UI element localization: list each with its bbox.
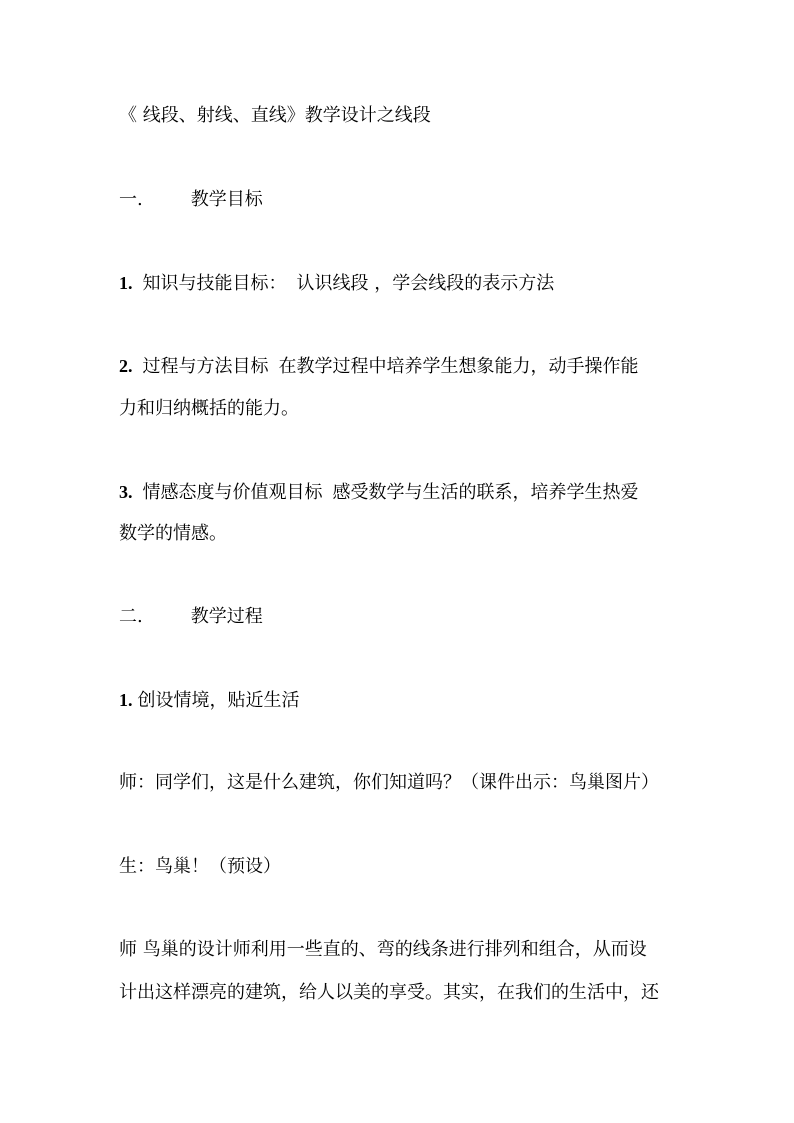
section-heading-process xyxy=(119,605,263,629)
goal-item-3-continuation: 数学的情感。 xyxy=(119,523,227,544)
section-title: 教学目标 xyxy=(190,189,263,210)
goal-item-2-continuation: 力和归纳概括的能力。 xyxy=(119,398,299,419)
goal-item-3 xyxy=(119,480,639,505)
goal-number: 3. xyxy=(119,482,133,502)
step-number: 1. xyxy=(119,690,133,710)
section-number: 一. xyxy=(119,189,143,210)
dialog-line-student: 生：鸟巢！（预设） xyxy=(119,856,281,877)
section-title: 教学过程 xyxy=(190,606,263,627)
goal-number: 1. xyxy=(119,273,133,293)
goal-number: 2. xyxy=(119,356,133,376)
goal-item-1 xyxy=(119,271,554,296)
step-heading-1 xyxy=(119,688,300,713)
goal-text: 感受数学与生活的联系，培养学生热爱 xyxy=(332,482,639,503)
step-title: 创设情境，贴近生活 xyxy=(137,690,300,711)
goal-label: 情感态度与价值观目标 xyxy=(142,482,323,503)
goal-item-2 xyxy=(119,354,639,379)
goal-text: 在教学过程中培养学生想象能力，动手操作能 xyxy=(278,356,639,377)
dialog-line-teacher-2-continuation: 计出这样漂亮的建筑，给人以美的享受。其实，在我们的生活中，还 xyxy=(119,982,659,1003)
dialog-line-teacher: 师：同学们，这是什么建筑，你们知道吗？（课件出示：鸟巢图片） xyxy=(119,772,659,793)
section-number: 二. xyxy=(119,606,143,627)
document-title: 《 线段、射线、直线》教学设计之线段 xyxy=(119,105,431,126)
dialog-line-teacher-2: 师 鸟巢的设计师利用一些直的、弯的线条进行排列和组合，从而设 xyxy=(119,939,647,960)
section-heading-objectives xyxy=(119,188,263,212)
goal-text: 认识线段 ，学会线段的表示方法 xyxy=(296,273,555,294)
goal-label: 知识与技能目标： xyxy=(142,273,287,294)
goal-label: 过程与方法目标 xyxy=(142,356,269,377)
